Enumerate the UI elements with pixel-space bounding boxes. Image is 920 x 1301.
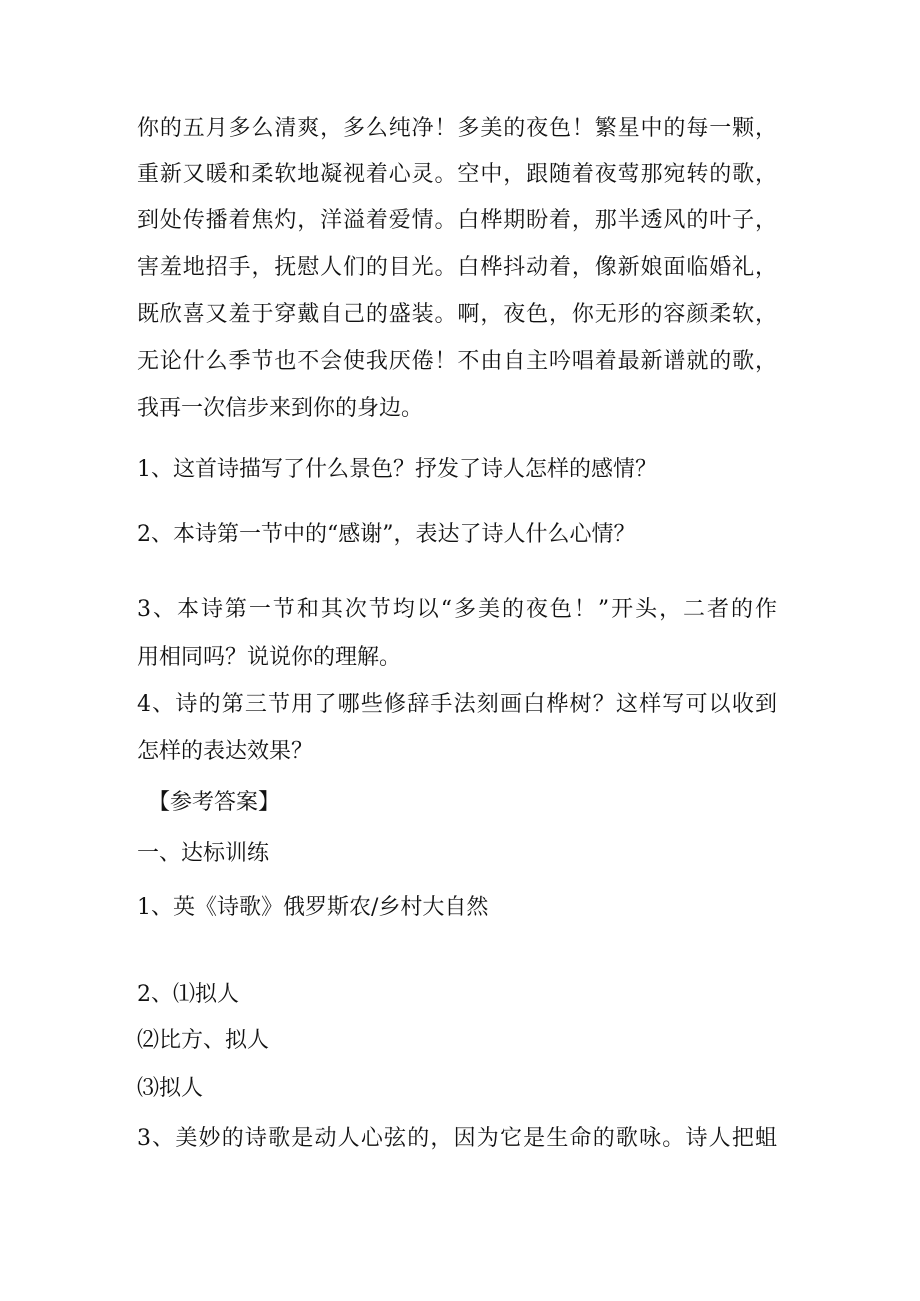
passage-line-1: 你的五月多么清爽，多么纯净！多美的夜色！繁星中的每一颗， [137,116,777,141]
passage-line-4: 害羞地招手，抚慰人们的目光。白桦抖动着，像新娘面临婚礼， [137,255,777,280]
passage-line-3: 到处传播着焦灼，洋溢着爱情。白桦期盼着，那半透风的叶子， [137,208,777,233]
answer-3-line-1: 3、美妙的诗歌是动人心弦的，因为它是生命的歌咏。诗人把蛆 [137,1126,777,1151]
question-1: 1、这首诗描写了什么景色？抒发了诗人怎样的感情？ [137,457,657,482]
question-4-line-1: 4、诗的第三节用了哪些修辞手法刻画白桦树？这样写可以收到 [137,692,777,717]
answer-1: 1、英《诗歌》俄罗斯农/乡村大自然 [137,895,489,920]
answer-heading: 【参考答案】 [148,790,281,815]
answer-2-item-3: ⑶拟人 [137,1076,204,1101]
passage-line-7: 我再一次信步来到你的身边。 [137,396,424,421]
passage-line-5: 既欣喜又羞于穿戴自己的盛装。啊，夜色，你无形的容颜柔软， [137,302,777,327]
question-4-line-2: 怎样的表达效果？ [137,739,314,764]
answer-section-title: 一、达标训练 [137,841,270,866]
answer-2-item-2: ⑵比方、拟人 [137,1028,270,1053]
passage-line-2: 重新又暖和柔软地凝视着心灵。空中，跟随着夜莺那宛转的歌， [137,162,777,187]
question-3-line-2: 用相同吗？说说你的理解。 [137,645,402,670]
answer-2-item-1: 2、⑴拟人 [137,982,239,1007]
passage-line-6: 无论什么季节也不会使我厌倦！不由自主吟唱着最新谱就的歌， [137,349,777,374]
question-2: 2、本诗第一节中的“感谢”，表达了诗人什么心情？ [137,522,636,547]
question-3-line-1: 3、本诗第一节和其次节均以“多美的夜色！”开头，二者的作 [137,597,777,622]
